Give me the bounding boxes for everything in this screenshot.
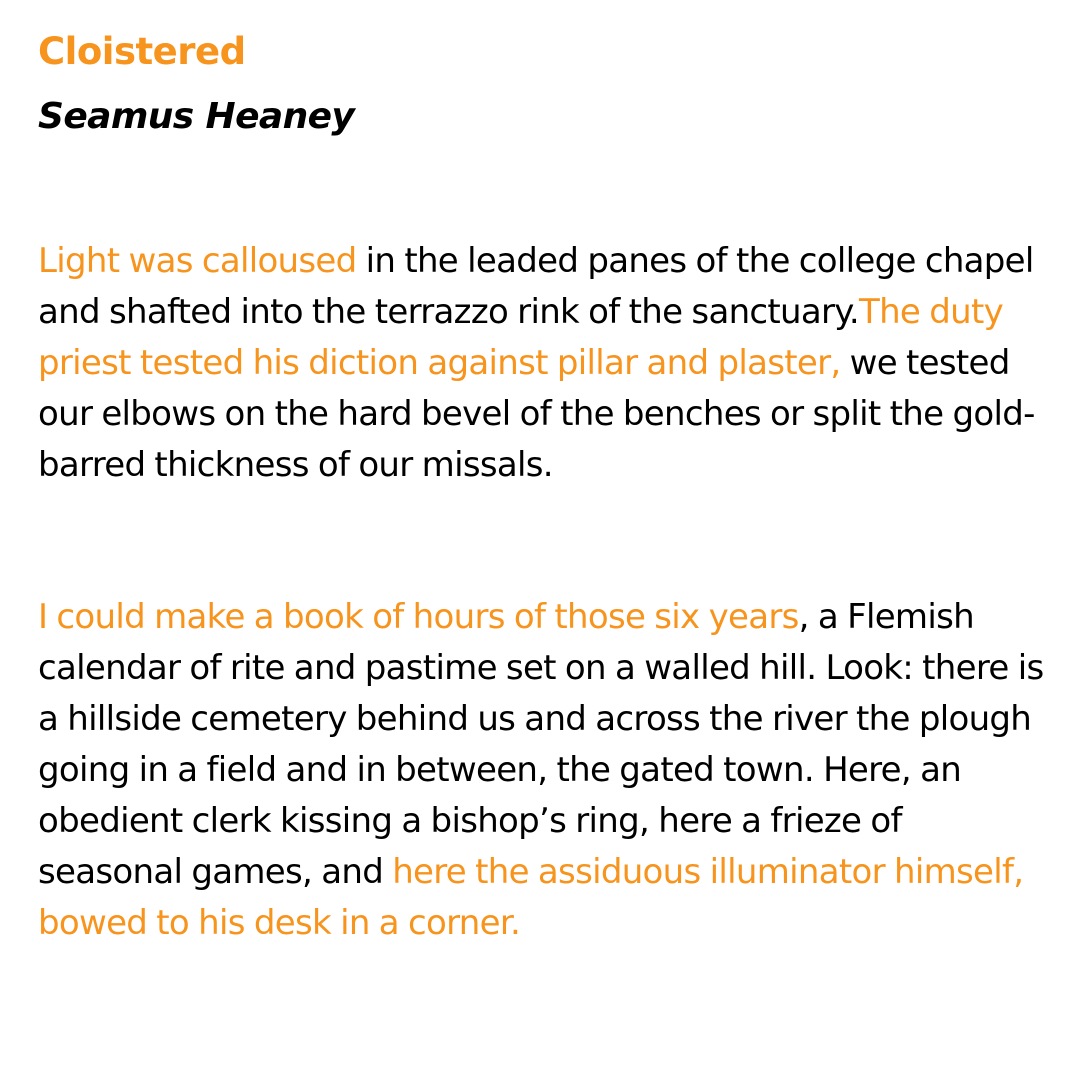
stanza-1: [38, 236, 1048, 491]
highlighted-phrase: The duty priest tested his diction against pillar and plaster,: [38, 292, 1004, 383]
stanza-text: , a Flemish calendar of rite and pastime set on a walled hill. Look: there is a hillside cemetery behind us and across the river the plough going in a field and in between, the gated town. Here, an obedient clerk kissing a bishop’s ring, here a frieze of seasonal games, and: [38, 597, 1044, 892]
highlighted-phrase: here the assiduous illuminator himself, bowed to his desk in a corner.: [38, 852, 1024, 943]
poem-page: [38, 0, 1048, 1080]
highlighted-phrase: Light was calloused: [38, 241, 357, 281]
stanza-2: [38, 592, 1048, 949]
highlighted-phrase: I could make a book of hours of those six years: [38, 597, 799, 637]
stanza-text: we tested our elbows on the hard bevel of the benches or split the gold-barred thickness of our missals.: [38, 343, 1035, 485]
stanza-text: in the leaded panes of the college chapel and shafted into the terrazzo rink of the sanctuary.: [38, 241, 1034, 332]
poem-author: Seamus Heaney: [38, 96, 355, 137]
poem-title: Cloistered: [38, 30, 246, 73]
